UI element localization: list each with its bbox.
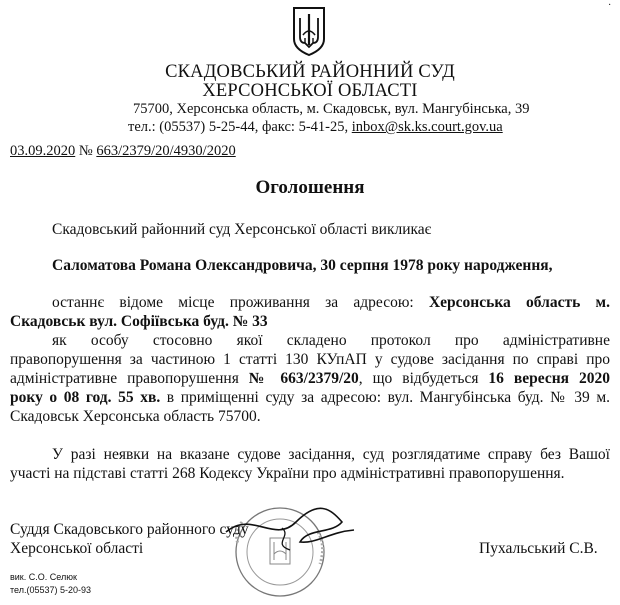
- residence-region: Херсонська область м.: [428, 294, 610, 311]
- executor-phone: тел.(05537) 5-20-93: [10, 585, 92, 595]
- protocol-line-2: правопорушення за частиною 1 статті 130 КУпАП у судове засідання по справі про: [10, 351, 610, 368]
- judge-position-line-1: Суддя Скадовського районного суду: [10, 521, 249, 538]
- notice-intro: Скадовський районний суд Херсонської області викликає: [52, 221, 432, 238]
- case-label: адміністративне правопорушення: [10, 370, 249, 387]
- court-region: ХЕРСОНСЬКОЇ ОБЛАСТІ: [202, 81, 418, 101]
- case-number: № 663/2379/20: [248, 370, 359, 387]
- hearing-label: , що відбудеться: [358, 370, 489, 387]
- notice-title: Оголошення: [255, 177, 365, 198]
- judge-name: Пухальський С.В.: [479, 540, 598, 557]
- court-stamp-and-signature: [212, 492, 362, 600]
- protocol-line-4: [10, 389, 610, 407]
- reference-line: [10, 143, 236, 160]
- residence-label: останнє відоме місце проживання за адресою:: [52, 294, 429, 311]
- reference-number: 663/2379/20/4930/2020: [96, 143, 236, 159]
- protocol-line-5: Скадовськ Херсонська область 75700.: [10, 408, 261, 425]
- absence-line-1: У разі неявки на вказане судове засідання, суд розглядатиме справу без Вашої: [52, 446, 610, 463]
- residence-line-1: [52, 294, 610, 312]
- hearing-time: року о 08 год. 55 хв.: [10, 389, 161, 406]
- court-address: 75700, Херсонська область, м. Скадовськ, вул. Мангубінська, 39: [133, 101, 530, 117]
- hearing-date: 16 вересня 2020: [488, 370, 610, 387]
- hearing-place: в приміщенні суду за адресою: вул. Мангубінська буд. № 39 м.: [160, 389, 610, 406]
- coat-of-arms-emblem: [291, 5, 327, 57]
- residence-line-2: Скадовськ вул. Софіївська буд. № 33: [10, 313, 268, 330]
- protocol-line-3: [10, 370, 610, 388]
- top-right-mark: ·: [608, 0, 612, 11]
- reference-sep: №: [75, 143, 97, 159]
- contacts-text: тел.: (05537) 5-25-44, факс: 5-41-25,: [128, 119, 352, 135]
- summoned-person: Саломатова Романа Олександровича, 30 серпня 1978 року народження,: [52, 257, 553, 274]
- court-contacts: [128, 119, 503, 136]
- court-name: СКАДОВСЬКИЙ РАЙОННИЙ СУД: [165, 62, 455, 82]
- absence-line-2: участі на підставі статті 268 Кодексу України про адміністративні правопорушення.: [10, 465, 565, 482]
- executor-name: вик. С.О. Селюк: [10, 572, 77, 582]
- judge-position-line-2: Херсонської області: [10, 540, 144, 557]
- email-link[interactable]: inbox@sk.ks.court.gov.ua: [351, 119, 503, 135]
- reference-date: 03.09.2020: [10, 143, 76, 159]
- protocol-line-1: як особу стосовно якої складено протокол про адміністративне: [52, 332, 610, 349]
